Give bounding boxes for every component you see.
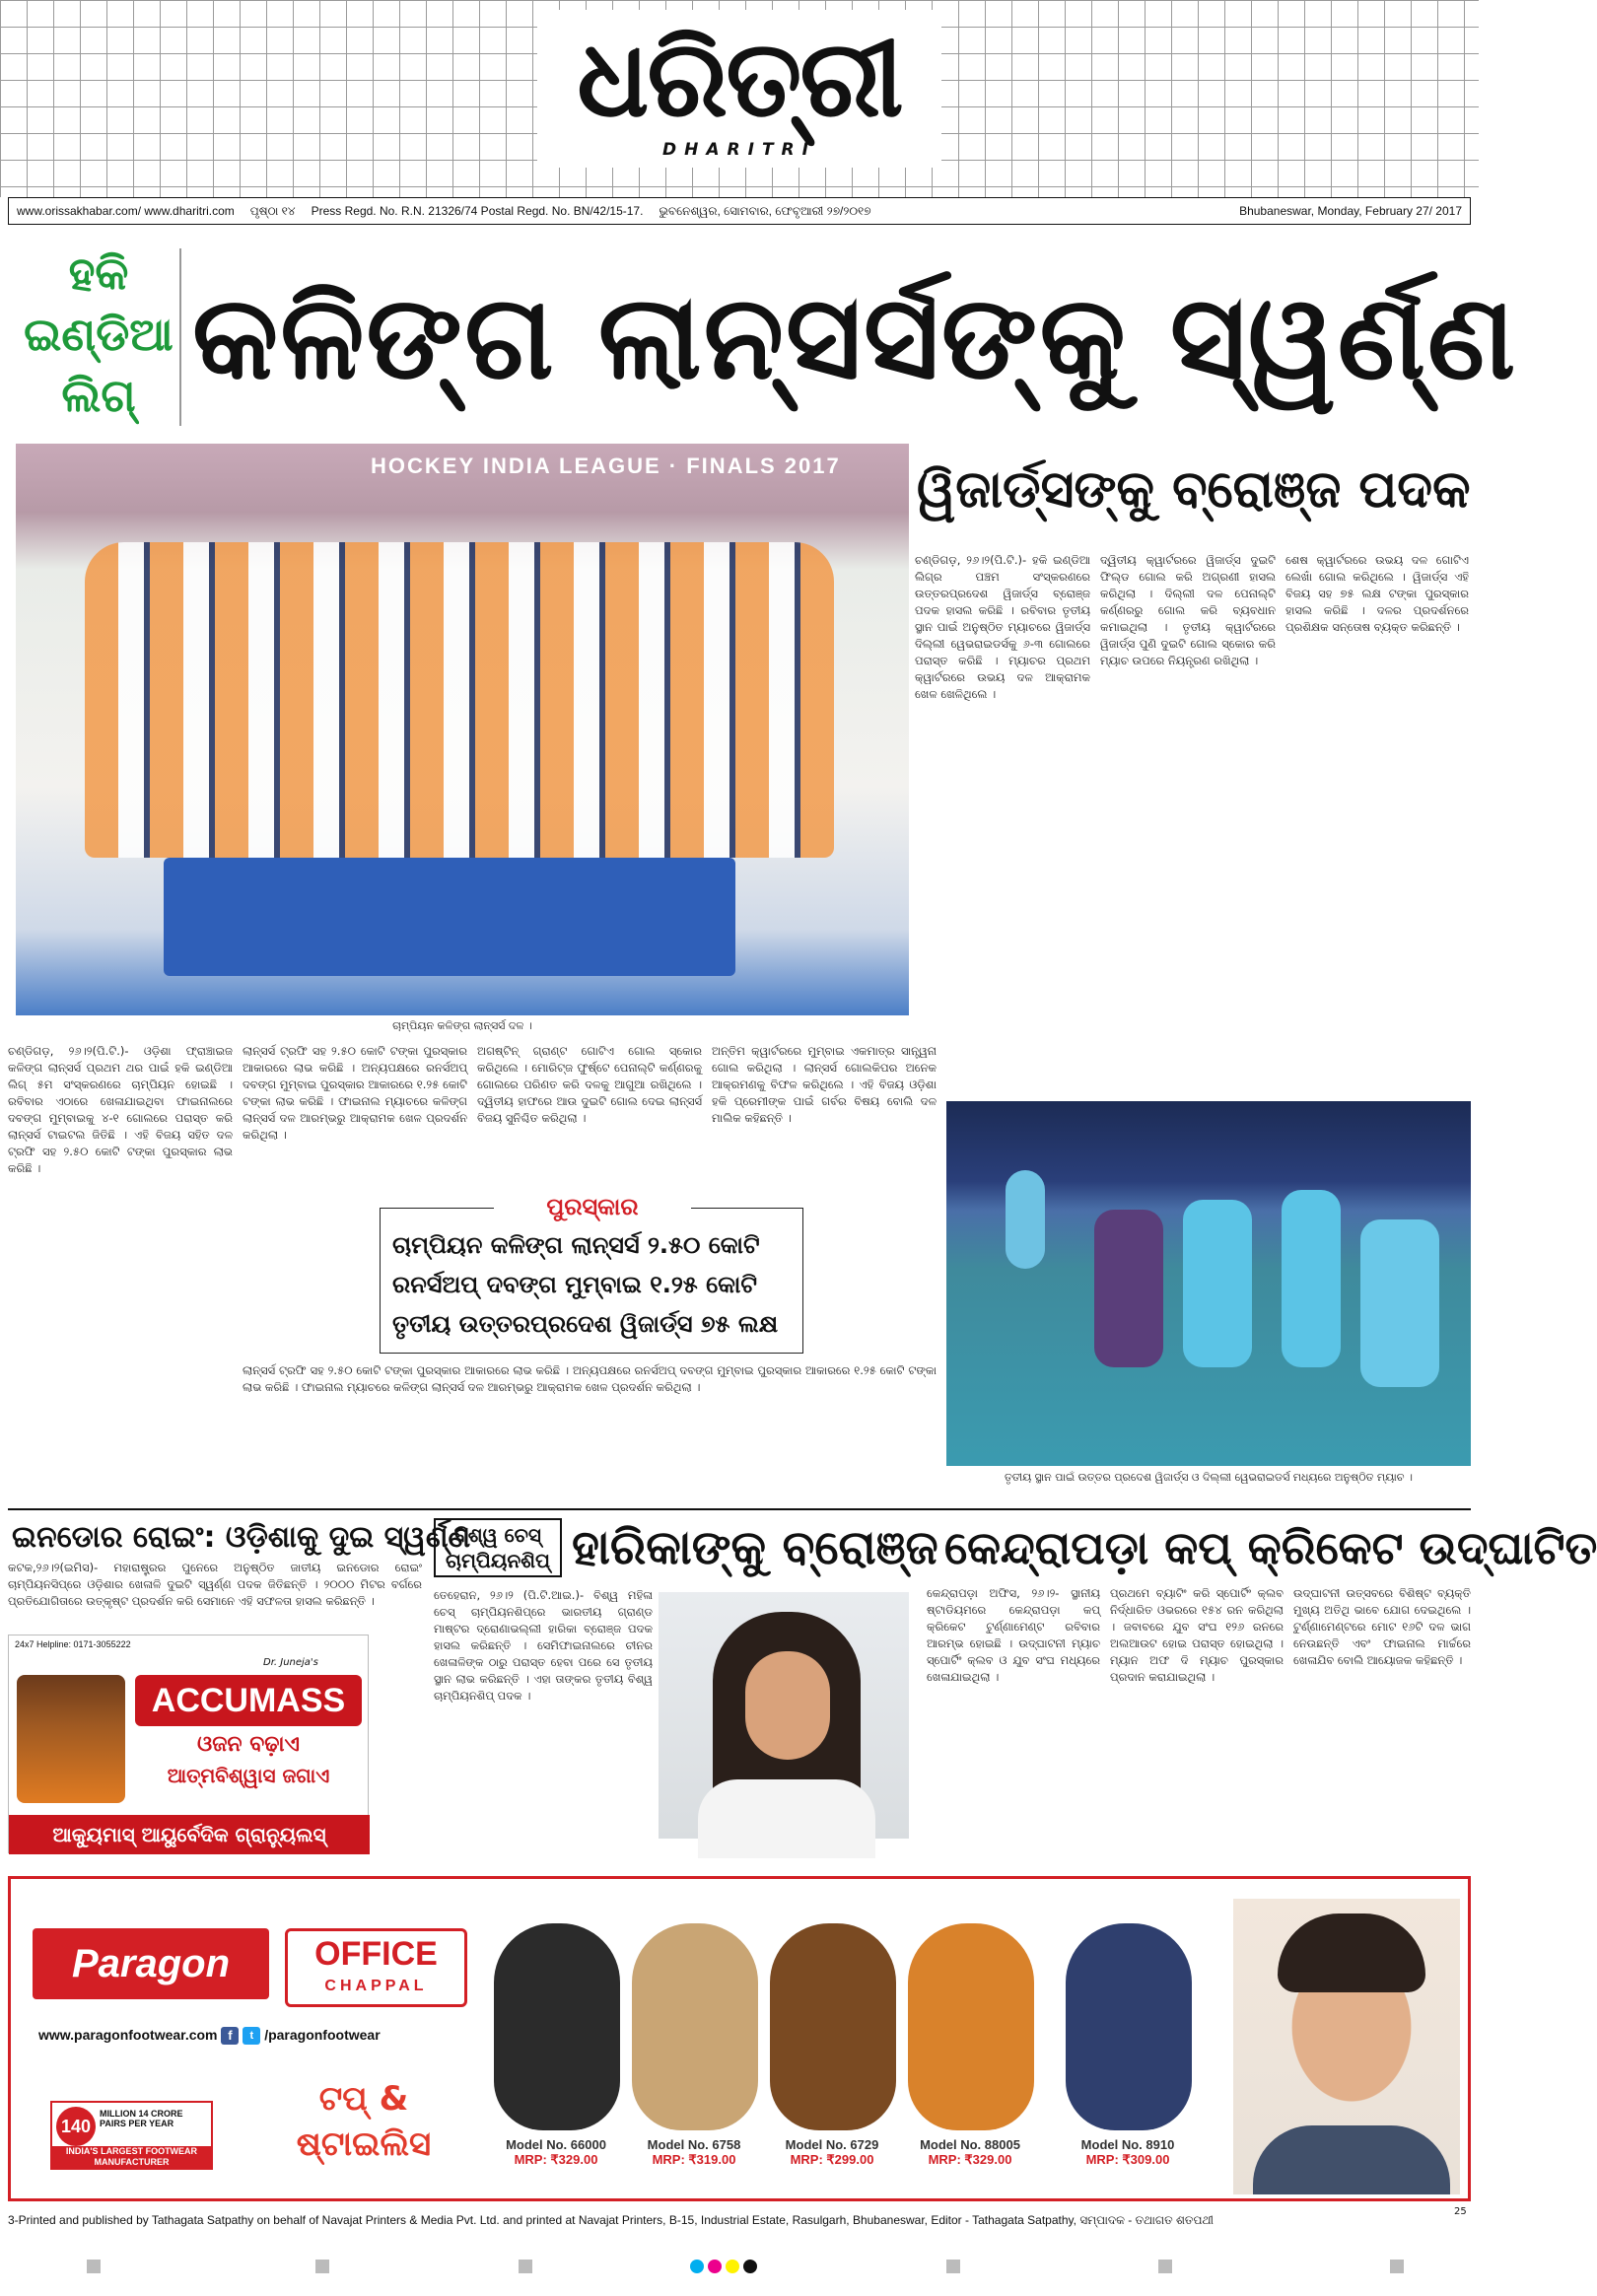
player-figure <box>1183 1200 1252 1367</box>
sandal-product-image[interactable] <box>1066 1923 1192 2130</box>
date-odia: ଭୁବନେଶ୍ୱର, ସୋମବାର, ଫେବୃଆରୀ ୨୭/୨୦୧୭ <box>659 203 871 218</box>
prize-box <box>380 1193 803 1354</box>
office-chappal-logo <box>285 1928 467 2007</box>
paragon-logo[interactable]: Paragon <box>33 1928 269 1999</box>
lead-kicker <box>20 243 177 426</box>
kicker-line: ହକି <box>68 246 129 300</box>
registration-mark <box>708 2260 722 2273</box>
registration-mark <box>946 2260 960 2273</box>
product-label <box>896 2137 1044 2167</box>
portrait-shirt <box>698 1779 875 1858</box>
website-links[interactable]: www.orissakhabar.com/ www.dharitri.com <box>17 204 235 218</box>
registration-mark <box>1158 2260 1172 2273</box>
accumass-doctor-label: Dr. Juneja's <box>263 1657 318 1668</box>
paragon-social-handle[interactable]: /paragonfootwear <box>264 2027 381 2043</box>
product-model: Model No. 6758 <box>647 2137 741 2152</box>
office-chappal-line-1: OFFICE <box>314 1935 438 1973</box>
sandal-product-image[interactable] <box>908 1923 1034 2130</box>
product-label <box>620 2137 768 2167</box>
page-number: 25 <box>1454 2206 1467 2217</box>
product-label <box>1054 2137 1202 2167</box>
lead-story-column-4: ଅନ୍ତିମ କ୍ୱାର୍ଟରରେ ମୁମ୍ବାଇ ଏକମାତ୍ର ସାନ୍ତ୍ୱନା ଗୋଲ କରିଥିଲା । ଲାନ୍ସର୍ସ ଗୋଲକିପର ଅନେକ ଆକ୍ରମଣକୁ ବିଫଳ କରିଥିଲେ । ଏହି ବିଜୟ ଓଡ଼ିଶା ହକି ପ୍ରେମୀଙ୍କ ପାଇଁ ଗର୍ବର ବିଷୟ ବୋଲି ଦଳ ମାଲିକ କହିଛନ୍ତି । <box>712 1044 937 1125</box>
side-story-column-3: ଶେଷ କ୍ୱାର୍ଟରରେ ଉଭୟ ଦଳ ଗୋଟିଏ ଲେଖାଁ ଗୋଲ କରିଥିଲେ । ୱିଜାର୍ଡ୍ସ ଏହି ବିଜୟ ସହ ୭୫ ଲକ୍ଷ ଟଙ୍କା ପୁରସ୍କାର ହାସଲ କରିଛି । ଦଳର ପ୍ରଦର୍ଶନରେ ପ୍ରଶିକ୍ଷକ ସନ୍ତୋଷ ବ୍ୟକ୍ତ କରିଛନ୍ତି । <box>1285 553 1469 634</box>
accumass-tagline-2: ଆତ୍ମବିଶ୍ୱାସ ଜଗାଏ <box>167 1764 330 1787</box>
product-price: MRP: ₹309.00 <box>1085 2152 1170 2167</box>
kendrapada-column-3: ଉଦ୍‌ଘାଟନୀ ଉତ୍ସବରେ ବିଶିଷ୍ଟ ବ୍ୟକ୍ତି ମୁଖ୍ୟ ଅତିଥି ଭାବେ ଯୋଗ ଦେଇଥିଲେ । ଟୁର୍ଣ୍ଣାମେଣ୍ଟରେ ମୋଟ ୧୬ଟି ଦଳ ଭାଗ ନେଉଛନ୍ତି ଏବଂ ଫାଇନାଲ ମାର୍ଚ୍ଚରେ ଖେଳାଯିବ ବୋଲି ଆୟୋଜକ କହିଛନ୍ତି । <box>1293 1586 1471 1667</box>
newspaper-logo[interactable] <box>537 10 941 168</box>
harika-kicker: ବିଶ୍ୱ ଚେସ୍ ଚାମ୍ପିୟନଶିପ୍ <box>434 1518 562 1577</box>
match-action-photo[interactable] <box>946 1101 1471 1466</box>
podium-board <box>164 858 735 976</box>
product-label <box>482 2137 630 2167</box>
harika-portrait[interactable] <box>659 1592 909 1839</box>
registration-mark <box>519 2260 532 2273</box>
section-divider <box>8 1508 1471 1510</box>
registration-mark <box>87 2260 101 2273</box>
player-figure <box>1282 1190 1341 1367</box>
accumass-jar-image <box>17 1675 125 1803</box>
product-price: MRP: ₹329.00 <box>928 2152 1012 2167</box>
logo-odia-text: ଧରିତ୍ରୀ <box>577 17 902 141</box>
publisher-imprint: 3-Printed and published by Tathagata Satpathy on behalf of Navajat Printers & Media Pvt. Ltd. and printed at Navajat Printers, B-15, Industrial Estate, Rasulgarh, Bhubaneswar, Editor - Tathagata Satpathy, ସମ୍ପାଦକ - ତଥାଗତ ଶତପଥୀ <box>8 2213 1215 2227</box>
facebook-icon[interactable]: f <box>221 2027 239 2045</box>
side-story-column-2: ଦ୍ୱିତୀୟ କ୍ୱାର୍ଟରରେ ୱିଜାର୍ଡ୍ସ ଦୁଇଟି ଫିଲ୍ଡ ଗୋଲ କରି ଅଗ୍ରଣୀ ହାସଲ କରିଥିଲା । ଦିଲ୍ଲୀ ଦଳ ପେନାଲ୍ଟି କର୍ଣ୍ଣରରୁ ଗୋଲ କରି ବ୍ୟବଧାନ କମାଇଥିଲା । ତୃତୀୟ କ୍ୱାର୍ଟରରେ ୱିଜାର୍ଡ୍ସ ପୁଣି ଦୁଇଟି ଗୋଲ ସ୍କୋର କରି ମ୍ୟାଚ ଉପରେ ନିୟନ୍ତ୍ରଣ ରଖିଥିଲା । <box>1100 553 1276 667</box>
registration-mark <box>315 2260 329 2273</box>
player-figure <box>1360 1219 1439 1387</box>
lead-story-column-3: ଅଗଷ୍ଟିନ୍ ଗ୍ରାଣ୍ଟ ଗୋଟିଏ ଗୋଲ ସ୍କୋର କରିଥିଲେ । ମୋରିଟ୍ଜ ଫୁର୍ଷ୍ଟେ ପେନାଲ୍ଟି କର୍ଣ୍ଣରକୁ ଗୋଲରେ ପରିଣତ କରି ଦଳକୁ ଆଗୁଆ ରଖିଥିଲେ । ଦ୍ୱିତୀୟ ହାଫରେ ଆଉ ଦୁଇଟି ଗୋଲ ଦେଇ ଲାନ୍ସର୍ସ ବିଜୟ ସୁନିଶ୍ଚିତ କରିଥିଲା । <box>477 1044 702 1125</box>
product-model: Model No. 8910 <box>1080 2137 1175 2152</box>
product-model: Model No. 6729 <box>785 2137 879 2152</box>
print-registration-marks <box>0 2260 1479 2279</box>
kendrapada-column-1: କେନ୍ଦ୍ରାପଡ଼ା ଅଫିସ, ୨୬।୨- ସ୍ଥାନୀୟ ଷ୍ଟାଡିୟମରେ କେନ୍ଦ୍ରାପଡ଼ା କପ୍ କ୍ରିକେଟ ଟୁର୍ଣ୍ଣାମେଣ୍ଟ ରବିବାର ଆରମ୍ଭ ହୋଇଛି । ଉଦ୍‌ଘାଟନୀ ମ୍ୟାଚ ସ୍ପୋର୍ଟିଂ କ୍ଲବ ଓ ଯୁବ ସଂଘ ମଧ୍ୟରେ ଖେଳାଯାଇଥିଲା । <box>927 1586 1100 1684</box>
product-label <box>758 2137 906 2167</box>
paragon-advertisement[interactable] <box>8 1876 1471 2201</box>
wizards-bronze-headline[interactable]: ୱିଜାର୍ଡ୍ସଙ୍କୁ ବ୍ରୋଞ୍ଜ ପଦକ <box>917 460 1471 520</box>
paragon-badge <box>50 2101 213 2170</box>
team-celebration-photo[interactable] <box>16 444 909 1015</box>
indoor-rowing-body: କଟକ,୨୬।୨(ଇମିସ)- ମହାରାଷ୍ଟ୍ରର ପୁନେରେ ଅନୁଷ୍ଠିତ ଜାତୀୟ ଇନଡୋର ରୋଇଂ ଚାମ୍ପିୟନସିପ୍ରେ ଓଡ଼ିଶାର ଖେଳାଳି ଦୁଇଟି ସ୍ୱର୍ଣ୍ଣ ପଦକ ଜିତିଛନ୍ତି । ୨୦୦୦ ମିଟର ବର୍ଗରେ ପ୍ରତିଯୋଗିତାରେ ଉତ୍କୃଷ୍ଟ ପ୍ରଦର୍ଶନ କରି ସେମାନେ ଏହି ସଫଳତା ହାସଲ କରିଛନ୍ତି । <box>8 1561 422 1608</box>
lead-story-column-1: ଚଣ୍ଡିଗଡ଼, ୨୬।୨(ପି.ଟି.)- ଓଡ଼ିଶା ଫ୍ରାଞ୍ଚାଇଜ କଳିଙ୍ଗ ଲାନ୍ସର୍ସ ପ୍ରଥମ ଥର ପାଇଁ ହକି ଇଣ୍ଡିଆ ଲିଗ୍ ୫ମ ସଂସ୍କରଣରେ ଚାମ୍ପିୟନ ହୋଇଛି । ରବିବାର ଏଠାରେ ଖେଳାଯାଇଥିବା ଫାଇନାଲରେ ଦବଙ୍ଗ ମୁମ୍ବାଇକୁ ୪-୧ ଗୋଲରେ ପରାସ୍ତ କରି ଲାନ୍ସର୍ସ ଟାଇଟଲ ଜିତିଛି । ଏହି ବିଜୟ ସହିତ ଦଳ ଟ୍ରଫି ସହ ୨.୫୦ କୋଟି ଟଙ୍କା ପୁରସ୍କାର ଲାଭ କରିଛି । <box>8 1044 233 1175</box>
lead-story-continuation: ଲାନ୍ସର୍ସ ଟ୍ରଫି ସହ ୨.୫୦ କୋଟି ଟଙ୍କା ପୁରସ୍କାର ଆକାରରେ ଲାଭ କରିଛି । ଅନ୍ୟପକ୍ଷରେ ରନର୍ସଅପ୍ ଦବଙ୍ଗ ମୁମ୍ବାଇ ପୁରସ୍କାର ଆକାରରେ ୧.୨୫ କୋଟି ଟଙ୍କା ଲାଭ କରିଛି । ଫାଇନାଲ ମ୍ୟାଚରେ କଳିଙ୍ଗ ଲାନ୍ସର୍ସ ଦଳ ଆରମ୍ଭରୁ ଆକ୍ରାମକ ଖେଳ ପ୍ରଦର୍ଶନ କରିଥିଲା । <box>243 1363 937 1394</box>
player-figure <box>1006 1170 1045 1269</box>
portrait-face <box>745 1651 830 1760</box>
accumass-brand: ACCUMASS <box>135 1675 362 1726</box>
lead-story-column-2: ଲାନ୍ସର୍ସ ଟ୍ରଫି ସହ ୨.୫୦ କୋଟି ଟଙ୍କା ପୁରସ୍କାର ଆକାରରେ ଲାଭ କରିଛି । ଅନ୍ୟପକ୍ଷରେ ରନର୍ସଅପ୍ ଦବଙ୍ଗ ମୁମ୍ବାଇ ପୁରସ୍କାର ଆକାରରେ ୧.୨୫ କୋଟି ଟଙ୍କା ଲାଭ କରିଛି । ଫାଇନାଲ ମ୍ୟାଚରେ କଳିଙ୍ଗ ଲାନ୍ସର୍ସ ଦଳ ଆରମ୍ଭରୁ ଆକ୍ରାମକ ଖେଳ ପ୍ରଦର୍ଶନ କରିଥିଲା । <box>243 1044 467 1142</box>
slogan-line-2: ଷ୍ଟାଇଲିସ <box>296 2124 432 2164</box>
prize-line-champion: ଚାମ୍ପିୟନ କଳିଙ୍ଗ ଲାନ୍ସର୍ସ ୨.୫୦ କୋଟି <box>392 1231 760 1259</box>
badge-text: MILLION 14 CRORE PAIRS PER YEAR <box>100 2109 183 2128</box>
logo-latin-text: DHARITRI <box>662 140 816 160</box>
paragon-url-row <box>38 2027 381 2045</box>
badge-bottom-text: INDIA'S LARGEST FOOTWEAR MANUFACTURER <box>52 2146 211 2168</box>
accumass-tagline-1: ଓଜନ ବଢ଼ାଏ <box>197 1732 300 1757</box>
registration-mark <box>690 2260 704 2273</box>
kicker-divider <box>179 248 181 426</box>
page-number-odia: ପୃଷ୍ଠା ୧୪ <box>249 203 296 218</box>
product-price: MRP: ₹319.00 <box>652 2152 736 2167</box>
registration-mark <box>726 2260 739 2273</box>
prize-line-third: ତୃତୀୟ ଉତ୍ତରପ୍ରଦେଶ ୱିଜାର୍ଡ୍ସ ୭୫ ଲକ୍ଷ <box>392 1310 779 1338</box>
date-english: Bhubaneswar, Monday, February 27/ 2017 <box>1239 204 1462 218</box>
kicker-line: ଇଣ୍ଡିଆ <box>24 308 174 361</box>
ambassador-shirt <box>1253 2125 1450 2194</box>
accumass-advertisement[interactable] <box>8 1635 369 1853</box>
kendrapada-headline[interactable]: କେନ୍ଦ୍ରାପଡ଼ା କପ୍ କ୍ରିକେଟ ଉଦ୍‌ଘାଟିତ <box>944 1521 1597 1574</box>
photo-banner-text: HOCKEY INDIA LEAGUE · FINALS 2017 <box>371 453 841 478</box>
registration-mark <box>743 2260 757 2273</box>
harika-body: ତେହେରାନ, ୨୬।୨ (ପି.ଟି.ଆଇ.)- ବିଶ୍ୱ ମହିଳା ଚେସ୍ ଚାମ୍ପିୟନଶିପ୍ରେ ଭାରତୀୟ ଗ୍ରାଣ୍ଡ ମାଷ୍ଟର ଦ୍ରୋଣାଭଲ୍ଲୀ ହାରିକା ବ୍ରୋଞ୍ଜ ପଦକ ହାସଲ କରିଛନ୍ତି । ସେମିଫାଇନାଲରେ ଚୀନର ଖେଳାଳିଙ୍କ ଠାରୁ ପରାସ୍ତ ହେବା ପରେ ସେ ତୃତୀୟ ସ୍ଥାନ ଲାଭ କରିଛନ୍ତି । ଏହା ତାଙ୍କର ତୃତୀୟ ବିଶ୍ୱ ଚାମ୍ପିୟନଶିପ୍ ପଦକ । <box>434 1588 653 1703</box>
sandal-product-image[interactable] <box>770 1923 896 2130</box>
ambassador-hair <box>1278 1913 1425 1992</box>
office-chappal-line-2: CHAPPAL <box>324 1978 428 1994</box>
product-price: MRP: ₹299.00 <box>790 2152 874 2167</box>
prize-line-runnerup: ରନର୍ସଅପ୍ ଦବଙ୍ଗ ମୁମ୍ବାଇ ୧.୨୫ କୋଟି <box>392 1271 757 1298</box>
indoor-rowing-headline[interactable]: ଇନଡୋର ରୋଇଂ: ଓଡ଼ିଶାକୁ ଦୁଇ ସ୍ୱର୍ଣ୍ଣ <box>12 1520 471 1555</box>
lead-headline[interactable]: କଳିଙ୍ଗ ଲାନ୍ସର୍ସଙ୍କୁ ସ୍ୱର୍ଣ୍ଣ <box>192 269 1518 405</box>
match-photo-caption: ତୃତୀୟ ସ୍ଥାନ ପାଇଁ ଉତ୍ତର ପ୍ରଦେଶ ୱିଜାର୍ଡ୍ସ ଓ ଦିଲ୍ଲୀ ୱେଭରାଇଡର୍ସ ମଧ୍ୟରେ ଅନୁଷ୍ଠିତ ମ୍ୟାଚ । <box>1005 1471 1413 1484</box>
twitter-icon[interactable]: t <box>243 2027 260 2045</box>
product-model: Model No. 66000 <box>506 2137 606 2152</box>
sandal-product-image[interactable] <box>494 1923 620 2130</box>
accumass-helpline: 24x7 Helpline: 0171-3055222 <box>15 1639 131 1649</box>
badge-number: 140 <box>56 2107 96 2146</box>
paragon-url[interactable]: www.paragonfootwear.com <box>38 2027 218 2043</box>
kendrapada-column-2: ପ୍ରଥମେ ବ୍ୟାଟିଂ କରି ସ୍ପୋର୍ଟିଂ କ୍ଲବ ନିର୍ଦ୍ଧାରିତ ଓଭରରେ ୧୫୪ ରନ କରିଥିଲା । ଜବାବରେ ଯୁବ ସଂଘ ୧୨୬ ରନରେ ଅଲଆଉଟ ହୋଇ ପରାସ୍ତ ହୋଇଥିଲା । ମ୍ୟାନ ଅଫ ଦି ମ୍ୟାଚ ପୁରସ୍କାର ପ୍ରଦାନ କରାଯାଇଥିଲା । <box>1110 1586 1284 1684</box>
prize-box-title: ପୁରସ୍କାର <box>494 1191 691 1222</box>
product-model: Model No. 88005 <box>920 2137 1020 2152</box>
product-price: MRP: ₹329.00 <box>514 2152 598 2167</box>
brand-ambassador-photo <box>1233 1899 1460 2194</box>
info-bar <box>8 197 1471 225</box>
sandal-product-image[interactable] <box>632 1923 758 2130</box>
harika-headline[interactable]: ହାରିକାଙ୍କୁ ବ୍ରୋଞ୍ଜ <box>572 1520 938 1575</box>
team-players-group <box>85 542 834 858</box>
registration-mark <box>1390 2260 1404 2273</box>
lead-photo-caption: ଚାମ୍ପିୟନ କଳିଙ୍ଗ ଲାନ୍ସର୍ସ ଦଳ । <box>392 1019 532 1032</box>
slogan-line-1: ଟପ୍ & <box>318 2079 409 2119</box>
registration-number: Press Regd. No. R.N. 21326/74 Postal Regd. No. BN/42/15-17. <box>311 204 644 218</box>
masthead <box>0 0 1479 197</box>
side-story-column-1: ଚଣ୍ଡିଗଡ଼, ୨୬।୨(ପି.ଟି.)- ହକି ଇଣ୍ଡିଆ ଲିଗ୍ର ପଞ୍ଚମ ସଂସ୍କରଣରେ ଉତ୍ତରପ୍ରଦେଶ ୱିଜାର୍ଡ୍ସ ବ୍ରୋଞ୍ଜ ପଦକ ହାସଲ କରିଛି । ରବିବାର ତୃତୀୟ ସ୍ଥାନ ପାଇଁ ଅନୁଷ୍ଠିତ ମ୍ୟାଚରେ ୱିଜାର୍ଡ୍ସ ଦିଲ୍ଲୀ ୱେଭରାଇଡର୍ସକୁ ୬-୩ ଗୋଲରେ ପରାସ୍ତ କରିଛି । ମ୍ୟାଚର ପ୍ରଥମ କ୍ୱାର୍ଟରରେ ଉଭୟ ଦଳ ଆକ୍ରାମକ ଖେଳ ଖେଳିଥିଲେ । <box>915 553 1090 701</box>
player-figure <box>1094 1210 1163 1367</box>
accumass-bottom-banner: ଆକ୍ୟୁମାସ୍ ଆୟୁର୍ବେଦିକ ଗ୍ରାନ୍ୟୁଲସ୍ <box>9 1815 370 1854</box>
kicker-line: ଲିଗ୍ <box>61 369 136 422</box>
tap-stylish-slogan <box>265 2076 462 2167</box>
